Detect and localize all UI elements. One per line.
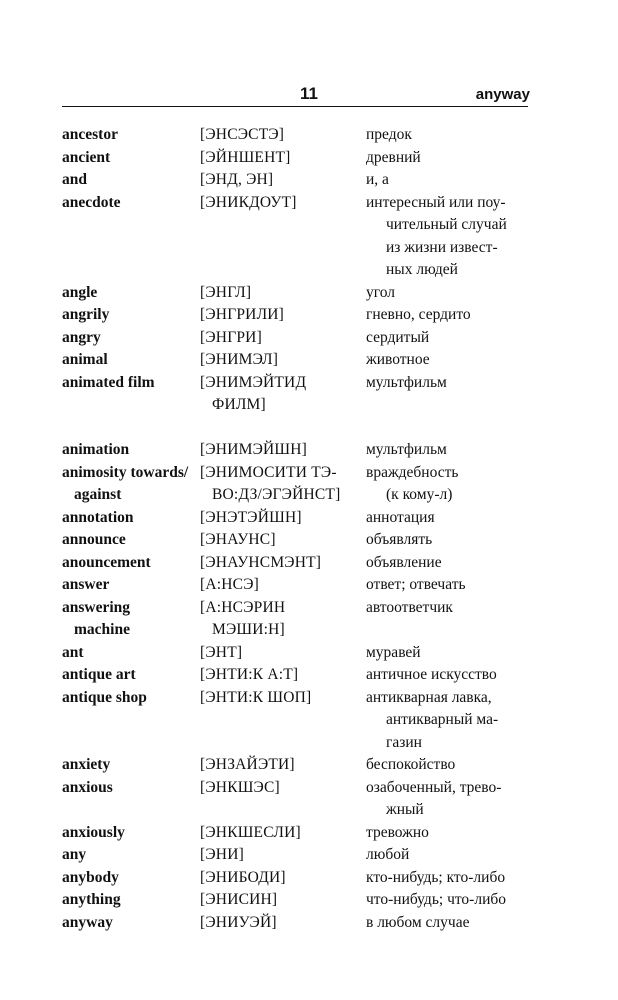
translation-line: тревожно <box>366 823 429 841</box>
translation-line: чительный случай <box>386 216 507 233</box>
headword <box>62 349 200 372</box>
pronunciation-line: [ЭНГЛ] <box>200 283 252 301</box>
pronunciation <box>200 349 366 372</box>
headword-line: ancestor <box>62 126 118 143</box>
pronunciation <box>200 439 366 462</box>
headword-line: any <box>62 846 87 863</box>
headword <box>62 867 200 890</box>
translation-line: автоответчик <box>366 598 453 616</box>
translation-line: антикварный ма- <box>386 711 499 728</box>
headword <box>62 462 200 507</box>
translation <box>366 372 532 417</box>
translation <box>366 147 532 170</box>
translation <box>366 664 532 687</box>
translation <box>366 597 532 642</box>
dictionary-entry <box>62 597 532 642</box>
pronunciation <box>200 687 366 755</box>
headword <box>62 124 200 147</box>
pronunciation-line: [ЭНИМЭЛ] <box>200 351 279 368</box>
translation-line: предок <box>366 126 412 143</box>
pronunciation <box>200 372 366 417</box>
pronunciation-line: [ЭНКШЕСЛИ] <box>200 823 301 841</box>
translation-line: беспокойство <box>366 756 456 773</box>
headword <box>62 574 200 597</box>
translation <box>366 327 532 350</box>
translation <box>366 687 532 755</box>
pronunciation-line: [ЭНИМЭЙШН] <box>200 441 307 458</box>
headword <box>62 777 200 822</box>
dictionary-entry <box>62 327 532 350</box>
pronunciation-line: [ЭНИКДОУТ] <box>200 193 297 211</box>
pronunciation <box>200 124 366 147</box>
translation <box>366 552 532 575</box>
pronunciation <box>200 147 366 170</box>
pronunciation-line: [ЭНСЭСТЭ] <box>200 126 285 143</box>
pronunciation-line: [ЭНИБОДИ] <box>200 868 286 886</box>
headword-line: against <box>74 486 122 503</box>
translation-line: мультфильм <box>366 441 447 458</box>
dictionary-entry <box>62 574 532 597</box>
translation <box>366 889 532 912</box>
dictionary-entry <box>62 439 532 462</box>
dictionary-entry <box>62 372 532 417</box>
pronunciation <box>200 642 366 665</box>
headword <box>62 844 200 867</box>
dictionary-entry <box>62 754 532 777</box>
dictionary-entry <box>62 507 532 530</box>
pronunciation <box>200 597 366 642</box>
dictionary-entries <box>62 124 532 934</box>
translation <box>366 867 532 890</box>
pronunciation-line: [ЭНД, ЭН] <box>200 171 274 188</box>
pronunciation-line: [ЭНИМЭЙТИД <box>200 373 307 391</box>
headword <box>62 687 200 755</box>
pronunciation-line: [ЭЙНШЕНТ] <box>200 148 291 166</box>
pronunciation <box>200 867 366 890</box>
headword-line: machine <box>74 621 130 638</box>
translation-line: сердитый <box>366 328 430 346</box>
dictionary-entry <box>62 169 532 192</box>
pronunciation <box>200 754 366 777</box>
headword <box>62 439 200 462</box>
dictionary-entry <box>62 147 532 170</box>
running-head: anyway <box>475 86 530 103</box>
headword-line: angle <box>62 283 98 301</box>
dictionary-entry <box>62 124 532 147</box>
pronunciation <box>200 304 366 327</box>
translation-line: газин <box>386 733 422 751</box>
translation <box>366 642 532 665</box>
translation-line: аннотация <box>366 508 435 526</box>
pronunciation <box>200 574 366 597</box>
headword-line: annotation <box>62 508 134 526</box>
translation <box>366 754 532 777</box>
pronunciation-line: [ЭНГРИ] <box>200 328 262 346</box>
headword-line: anybody <box>62 868 119 886</box>
pronunciation-line: [ЭНИУЭЙ] <box>200 913 277 931</box>
headword <box>62 169 200 192</box>
headword-line: anxiety <box>62 756 111 773</box>
headword-line: animation <box>62 441 130 458</box>
dictionary-entry <box>62 889 532 912</box>
pronunciation-line: МЭШИ:Н] <box>212 621 285 638</box>
headword-line: animated film <box>62 373 155 391</box>
translation-line: из жизни извест- <box>386 238 498 256</box>
translation <box>366 169 532 192</box>
translation-line: угол <box>366 283 396 301</box>
header-rule <box>62 106 528 107</box>
headword <box>62 754 200 777</box>
pronunciation-line: [ЭНИМОСИТИ ТЭ- <box>200 463 337 481</box>
translation <box>366 192 532 282</box>
dictionary-entry <box>62 664 532 687</box>
translation-line: кто-нибудь; кто-либо <box>366 868 506 886</box>
headword <box>62 529 200 552</box>
pronunciation-line: [ЭНИ] <box>200 846 244 863</box>
headword-line: and <box>62 171 87 188</box>
translation-line: древний <box>366 148 421 166</box>
translation-line: ных людей <box>386 261 458 278</box>
dictionary-entry <box>62 687 532 755</box>
translation <box>366 462 532 507</box>
pronunciation <box>200 889 366 912</box>
pronunciation-line: [ЭНТИ:К А:Т] <box>200 666 299 683</box>
headword <box>62 147 200 170</box>
pronunciation <box>200 529 366 552</box>
headword <box>62 282 200 305</box>
translation <box>366 282 532 305</box>
pronunciation <box>200 844 366 867</box>
dictionary-entry <box>62 282 532 305</box>
pronunciation-line: [А:НСЭ] <box>200 576 259 593</box>
translation <box>366 349 532 372</box>
translation-line: и, а <box>366 171 389 188</box>
translation-line: в любом случае <box>366 913 470 931</box>
headword <box>62 664 200 687</box>
translation <box>366 507 532 530</box>
headword <box>62 552 200 575</box>
pronunciation-line: [ЭНТИ:К ШОП] <box>200 688 312 706</box>
headword-line: anxiously <box>62 823 125 841</box>
pronunciation-line: [ЭНЭТЭЙШН] <box>200 508 302 526</box>
translation <box>366 912 532 935</box>
translation-line: объявление <box>366 553 442 571</box>
pronunciation-line: [ЭНИСИН] <box>200 891 278 908</box>
headword-line: antique art <box>62 666 136 683</box>
dictionary-entry <box>62 912 532 935</box>
headword-line: announce <box>62 531 126 548</box>
pronunciation <box>200 822 366 845</box>
headword <box>62 327 200 350</box>
pronunciation-line: ФИЛМ] <box>212 396 266 413</box>
translation-line: мультфильм <box>366 373 447 391</box>
translation <box>366 844 532 867</box>
pronunciation <box>200 169 366 192</box>
pronunciation <box>200 327 366 350</box>
dictionary-entry <box>62 304 532 327</box>
translation <box>366 439 532 462</box>
headword <box>62 822 200 845</box>
pronunciation <box>200 462 366 507</box>
headword-line: animosity towards/ <box>62 463 189 481</box>
dictionary-entry <box>62 529 532 552</box>
headword <box>62 597 200 642</box>
translation-line: интересный или поу- <box>366 193 506 211</box>
translation-line: античное искусство <box>366 666 497 683</box>
headword <box>62 642 200 665</box>
headword-line: angrily <box>62 306 110 323</box>
pronunciation-line: [А:НСЭРИН <box>200 598 286 616</box>
pronunciation-line: [ЭНЗАЙЭТИ] <box>200 756 295 773</box>
headword-line: ancient <box>62 148 111 166</box>
translation-line: гневно, сердито <box>366 306 471 323</box>
headword <box>62 192 200 282</box>
pronunciation-line: ВО:ДЗ/ЭГЭЙНСТ] <box>212 486 341 503</box>
dictionary-entry <box>62 822 532 845</box>
translation-line: жный <box>386 801 424 818</box>
pronunciation-line: [ЭНАУНС] <box>200 531 276 548</box>
pronunciation <box>200 777 366 822</box>
headword <box>62 304 200 327</box>
translation-line: что-нибудь; что-либо <box>366 891 507 908</box>
translation-line: объявлять <box>366 531 433 548</box>
translation-line: любой <box>366 846 410 863</box>
page-number: 11 <box>300 84 318 103</box>
dictionary-entry <box>62 349 532 372</box>
dictionary-entry <box>62 192 532 282</box>
dictionary-entry <box>62 642 532 665</box>
headword-line: anyway <box>62 913 113 931</box>
pronunciation <box>200 664 366 687</box>
pronunciation-line: [ЭНКШЭС] <box>200 778 280 796</box>
dictionary-entry <box>62 462 532 507</box>
headword <box>62 889 200 912</box>
translation-line: антикварная лавка, <box>366 688 492 706</box>
headword-line: anxious <box>62 778 113 796</box>
translation <box>366 574 532 597</box>
pronunciation <box>200 192 366 282</box>
headword-line: ant <box>62 643 84 661</box>
translation-line: ответ; отвечать <box>366 576 466 593</box>
translation <box>366 529 532 552</box>
translation <box>366 822 532 845</box>
headword-line: angry <box>62 328 101 346</box>
headword-line: anything <box>62 891 121 908</box>
headword-line: anecdote <box>62 193 121 211</box>
pronunciation <box>200 912 366 935</box>
translation <box>366 304 532 327</box>
translation-line: озабоченный, трево- <box>366 778 502 796</box>
pronunciation-line: [ЭНТ] <box>200 643 243 661</box>
dictionary-entry <box>62 777 532 822</box>
translation-line: враждебность <box>366 463 459 481</box>
translation-line: животное <box>366 351 430 368</box>
translation <box>366 777 532 822</box>
headword <box>62 912 200 935</box>
pronunciation <box>200 507 366 530</box>
translation-line: (к кому-л) <box>386 486 453 503</box>
pronunciation <box>200 552 366 575</box>
pronunciation <box>200 282 366 305</box>
pronunciation-line: [ЭНАУНСМЭНТ] <box>200 553 322 571</box>
pronunciation-line: [ЭНГРИЛИ] <box>200 306 285 323</box>
headword-line: answering <box>62 598 131 616</box>
headword <box>62 507 200 530</box>
translation-line: муравей <box>366 643 421 661</box>
dictionary-entry <box>62 867 532 890</box>
headword-line: anouncement <box>62 553 151 571</box>
translation <box>366 124 532 147</box>
dictionary-entry <box>62 844 532 867</box>
dictionary-entry <box>62 552 532 575</box>
headword-line: answer <box>62 576 110 593</box>
headword-line: animal <box>62 351 108 368</box>
headword <box>62 372 200 417</box>
headword-line: antique shop <box>62 688 147 706</box>
